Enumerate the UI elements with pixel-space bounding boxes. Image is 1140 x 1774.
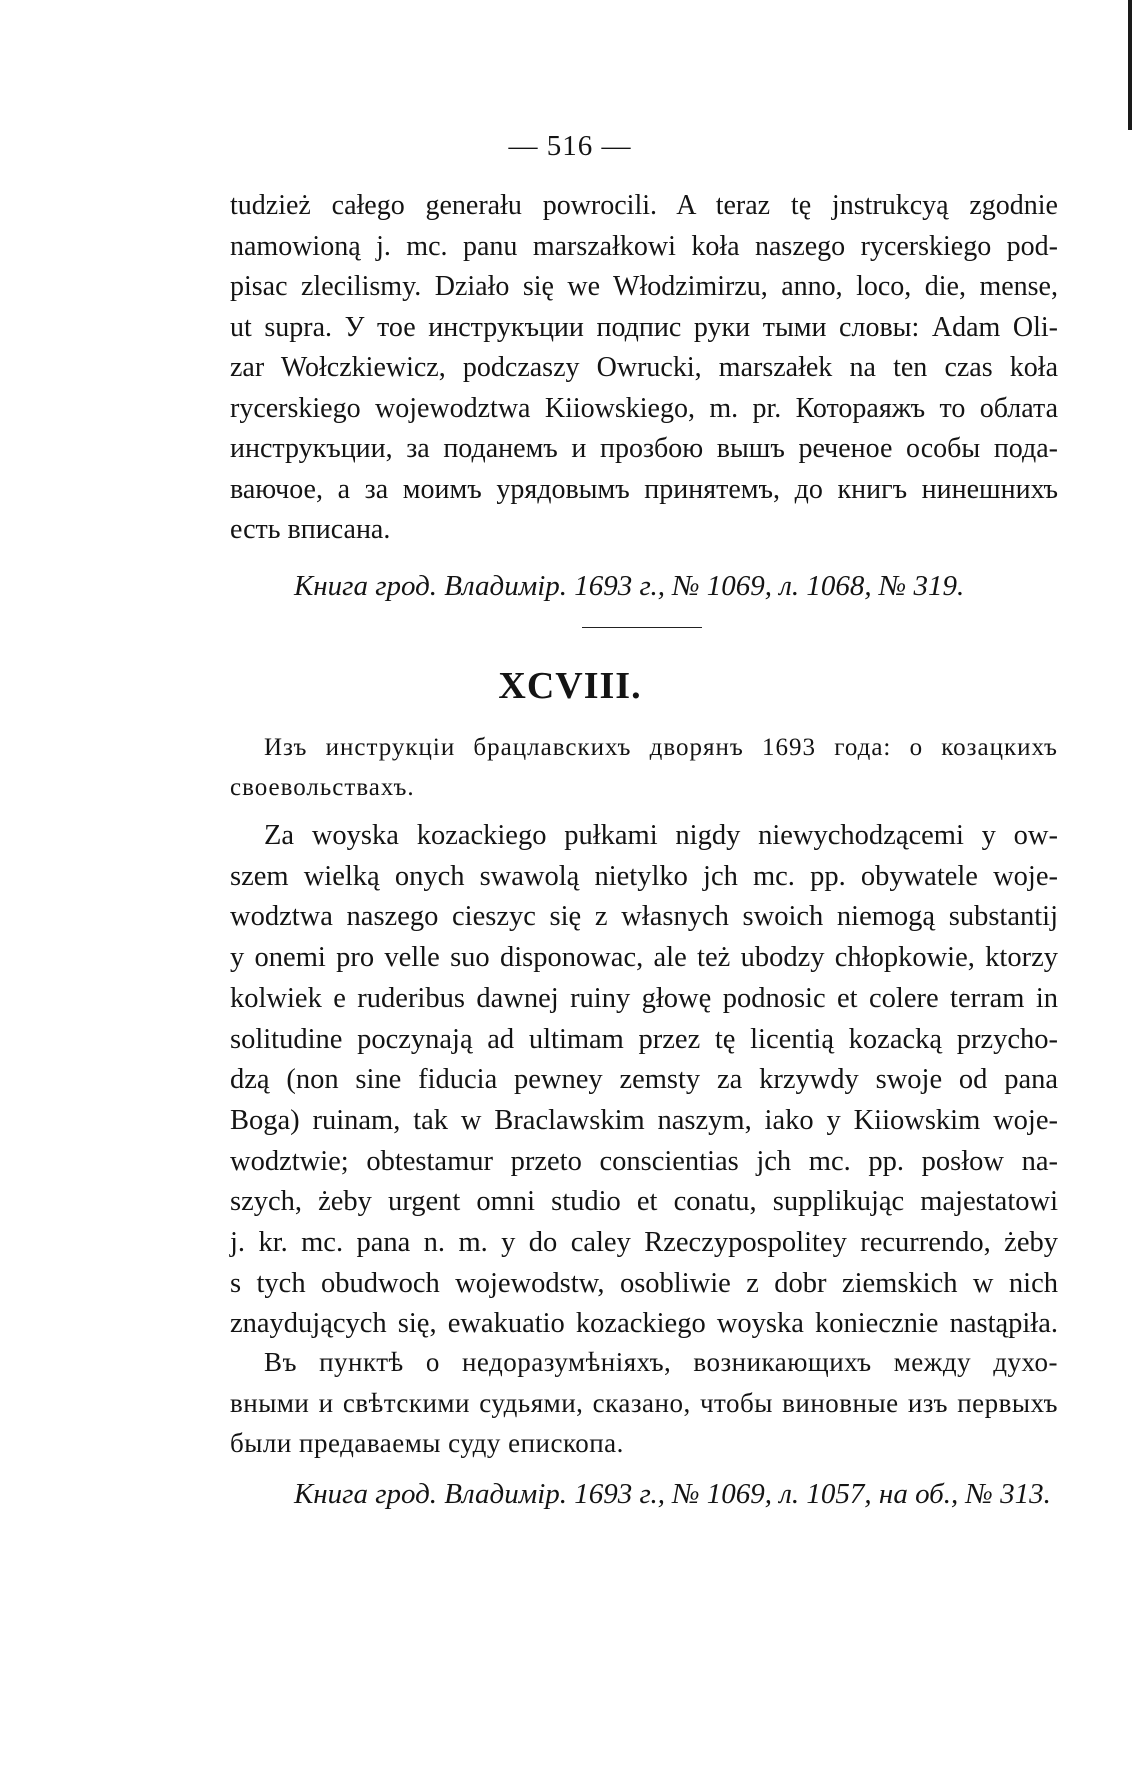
text-line: s tych obudwoch wojewodstw, osobliwie z dobr ziemskich w nich xyxy=(230,1267,1058,1299)
text-line: zar Wołczkiewicz, podczaszy Owrucki, marszałek na ten czas koła xyxy=(230,352,1058,383)
text-line: Изъ инструкціи брацлавскихъ дворянъ 1693 года: о козацкихъ xyxy=(264,734,1058,761)
text-line: namowioną j. mc. panu marszałkowi koła naszego rycerskiego pod- xyxy=(230,230,1058,262)
text-line: Za woyska kozackiego pułkami nigdy niewychodzącemi y ow- xyxy=(264,820,1058,851)
paragraph-1 xyxy=(230,186,1058,551)
text-line: Въ пунктѣ о недоразумѣніяхъ, возникающихъ между духо- xyxy=(264,1347,1058,1377)
section-divider xyxy=(582,627,702,628)
text-line: ваючое, а за моимъ урядовымъ принятемъ, до книгъ нинешнихъ xyxy=(230,473,1058,505)
text-line: tudzież całego generału powrocili. A teraz tę jnstrukcyą zgodnie xyxy=(230,190,1058,221)
section-summary xyxy=(230,728,1058,808)
archive-citation-1: Книга грод. Владимір. 1693 г., № 1069, л. 1068, № 319. xyxy=(294,570,965,602)
text-line: szem wielką onych swawolą nietylko jch mc. pp. obywatele woje- xyxy=(230,860,1058,892)
text-line: znaydujących się, ewakuatio kozackiego woyska koniecznie nastąpiła. xyxy=(230,1308,1058,1340)
text-line: wodztwa naszego cieszyc się z własnych swoich niemogą substantij xyxy=(230,901,1058,933)
text-line: ut supra. У тое инструкъции подпис руки тыми словы: Adam Oli- xyxy=(230,311,1058,343)
text-line: pisac zlecilismy. Działo się we Włodzimirzu, anno, loco, die, mense, xyxy=(230,271,1058,302)
text-line: Boga) ruinam, tak w Braclawskim naszym, iako y Kiiowskim woje- xyxy=(230,1104,1058,1136)
paragraph-2 xyxy=(230,816,1058,1345)
archive-citation-2: Книга грод. Владимір. 1693 г., № 1069, л. 1057, на об., № 313. xyxy=(294,1478,1051,1510)
text-line: szych, żeby urgent omni studio et conatu, supplikując majestatowi xyxy=(230,1186,1058,1218)
text-line: rycerskiego wojewodztwa Kiiowskiego, m. pr. Котораяжъ то облата xyxy=(230,392,1058,424)
text-line: wodztwie; obtestamur przeto conscientias jch mc. pp. posłow na- xyxy=(230,1145,1058,1177)
section-title: XCVIII. xyxy=(498,665,642,707)
text-line: dzą (non sine fiducia pewney zemsty za krzywdy swoje od pana xyxy=(230,1064,1058,1096)
text-line: инструкъции, за поданемъ и прозбою вышъ реченое особы пода- xyxy=(230,433,1058,464)
text-line: были предаваемы суду епископа. xyxy=(230,1428,624,1458)
paragraph-3 xyxy=(230,1342,1058,1464)
text-line: своевольствахъ. xyxy=(230,774,415,801)
page-edge-mark xyxy=(1128,0,1132,130)
text-line: есть вписана. xyxy=(230,514,391,545)
page-number: — 516 — xyxy=(508,130,632,162)
text-line: j. kr. mc. pana n. m. y do caley Rzeczypospolitey recurrendo, żeby xyxy=(230,1227,1058,1259)
text-line: kolwiek e ruderibus dawnej ruiny głowę podnosic et colere terram in xyxy=(230,982,1058,1014)
text-line: y onemi pro velle suo disponowac, ale też ubodzy chłopkowie, ktorzy xyxy=(230,942,1058,974)
text-line: solitudine poczynają ad ultimam przez tę licentią kozacką przycho- xyxy=(230,1023,1058,1055)
text-line: вными и свѣтскими судьями, сказано, чтобы виновные изъ первыхъ xyxy=(230,1387,1058,1418)
